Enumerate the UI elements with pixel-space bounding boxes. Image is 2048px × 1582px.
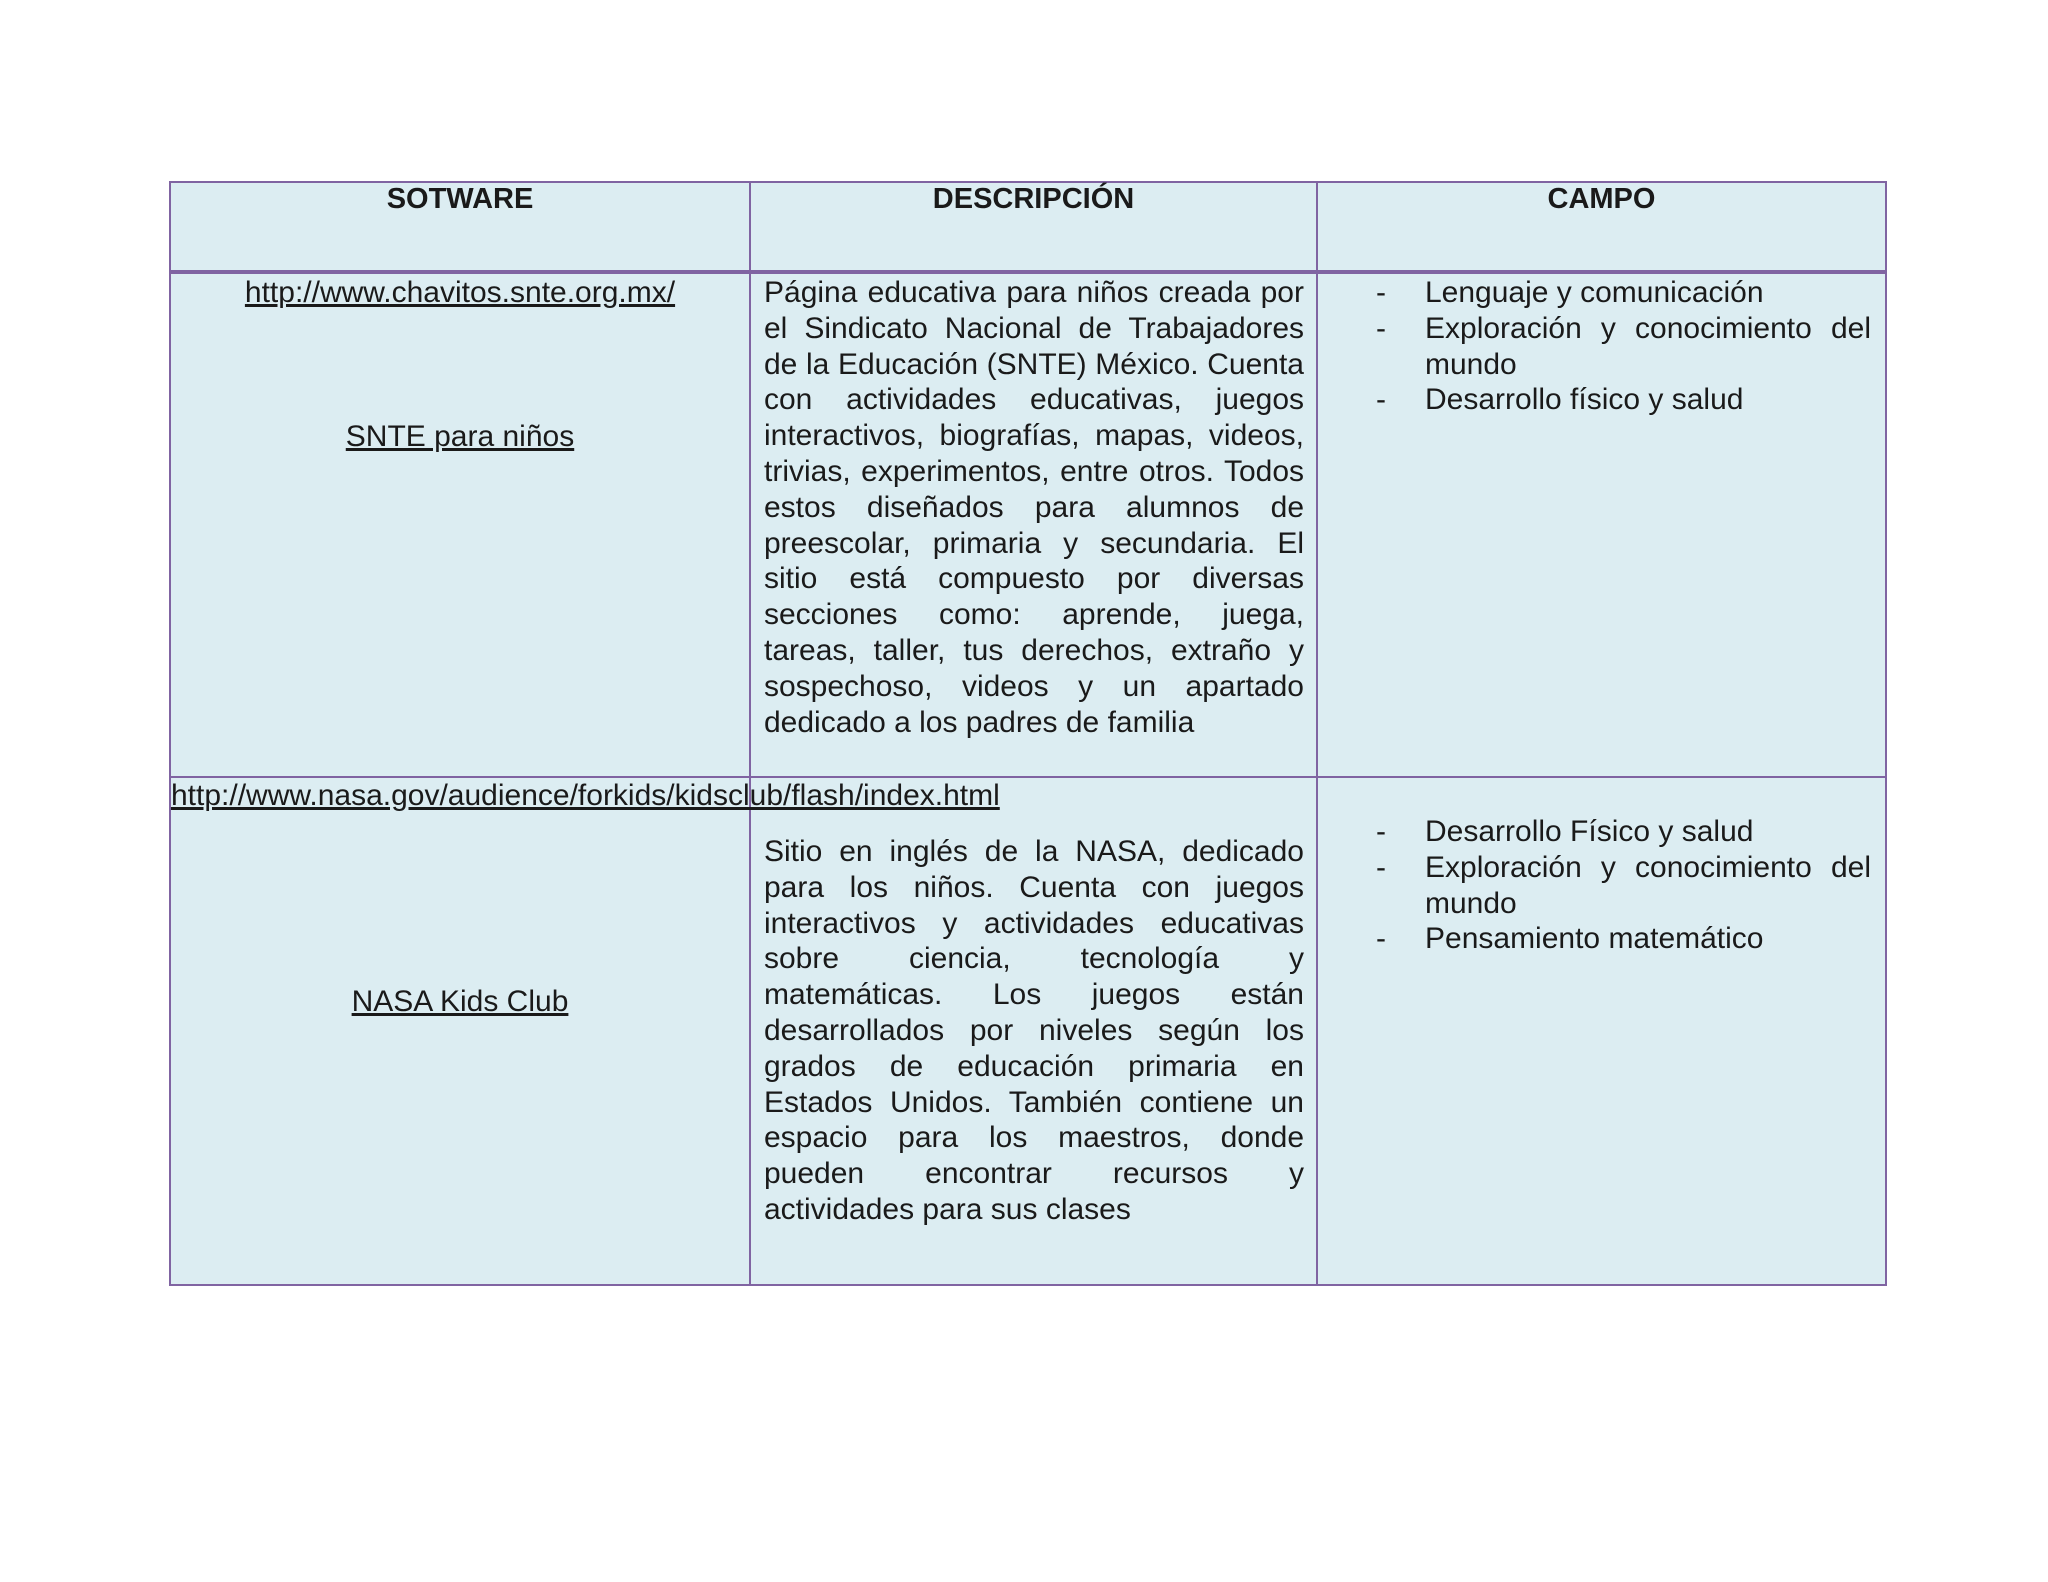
list-item <box>1318 382 1871 418</box>
header-software: SOTWARE <box>170 182 750 272</box>
description-cell <box>750 272 1317 777</box>
list-item <box>1318 814 1871 850</box>
software-cell <box>170 777 1000 1285</box>
field-list <box>1318 814 1885 957</box>
description-text: Sitio en inglés de la NASA, dedicado para los niños. Cuenta con juegos interactivos y actividades educativas sobre ciencia, tecnología y matemáticas. Los juegos están desarrollados por niveles según los grados de educación primaria en Estados Unidos. También contiene un espacio para los maestros, donde pueden encontrar recursos y actividades para sus clases <box>764 835 1304 1226</box>
list-bullet: - <box>1376 276 1386 309</box>
field-label: Exploración y conocimiento del mundo <box>1425 311 1871 381</box>
software-name-link[interactable]: SNTE para niños <box>345 419 575 453</box>
software-cell <box>170 272 750 777</box>
field-cell <box>1317 777 1886 1285</box>
description-text: Página educativa para niños creada por el Sindicato Nacional de Trabajadores de la Educación (SNTE) México. Cuenta con actividades educativas, juegos interactivos, biografías, mapas, videos, trivias, experimentos, entre otros. Todos estos diseñados para alumnos de preescolar, primaria y secundaria. El sitio está compuesto por diversas secciones como: aprende, juega, tareas, taller, tus derechos, extraño y sospechoso, videos y un apartado dedicado a los padres de familia <box>764 276 1304 739</box>
description-cell <box>750 777 1317 1285</box>
list-item <box>1318 850 1871 922</box>
software-table <box>169 181 1887 1286</box>
header-description: DESCRIPCIÓN <box>750 182 1317 272</box>
software-name-link[interactable]: NASA Kids Club <box>351 984 569 1018</box>
software-link[interactable]: http://www.chavitos.snte.org.mx/ <box>244 276 676 309</box>
list-bullet: - <box>1376 311 1386 345</box>
table-row <box>170 272 1886 777</box>
header-field: CAMPO <box>1317 182 1886 272</box>
field-label: Desarrollo Físico y salud <box>1425 815 1754 848</box>
field-label: Pensamiento matemático <box>1425 922 1764 956</box>
field-label: Desarrollo físico y salud <box>1425 383 1744 417</box>
list-bullet: - <box>1376 922 1386 956</box>
list-bullet: - <box>1376 383 1386 417</box>
list-bullet: - <box>1376 850 1386 884</box>
table-row <box>170 777 1886 1285</box>
field-cell <box>1317 272 1886 777</box>
table-header-row <box>170 182 1886 272</box>
list-bullet: - <box>1376 815 1386 848</box>
field-list <box>1318 275 1885 418</box>
list-item <box>1318 921 1871 957</box>
list-item <box>1318 311 1871 383</box>
software-link[interactable]: http://www.nasa.gov/audience/forkids/kidsclub/flash/index.html <box>171 779 1000 812</box>
field-label: Exploración y conocimiento del mundo <box>1425 850 1871 920</box>
list-item <box>1318 275 1871 311</box>
field-label: Lenguaje y comunicación <box>1425 276 1764 309</box>
